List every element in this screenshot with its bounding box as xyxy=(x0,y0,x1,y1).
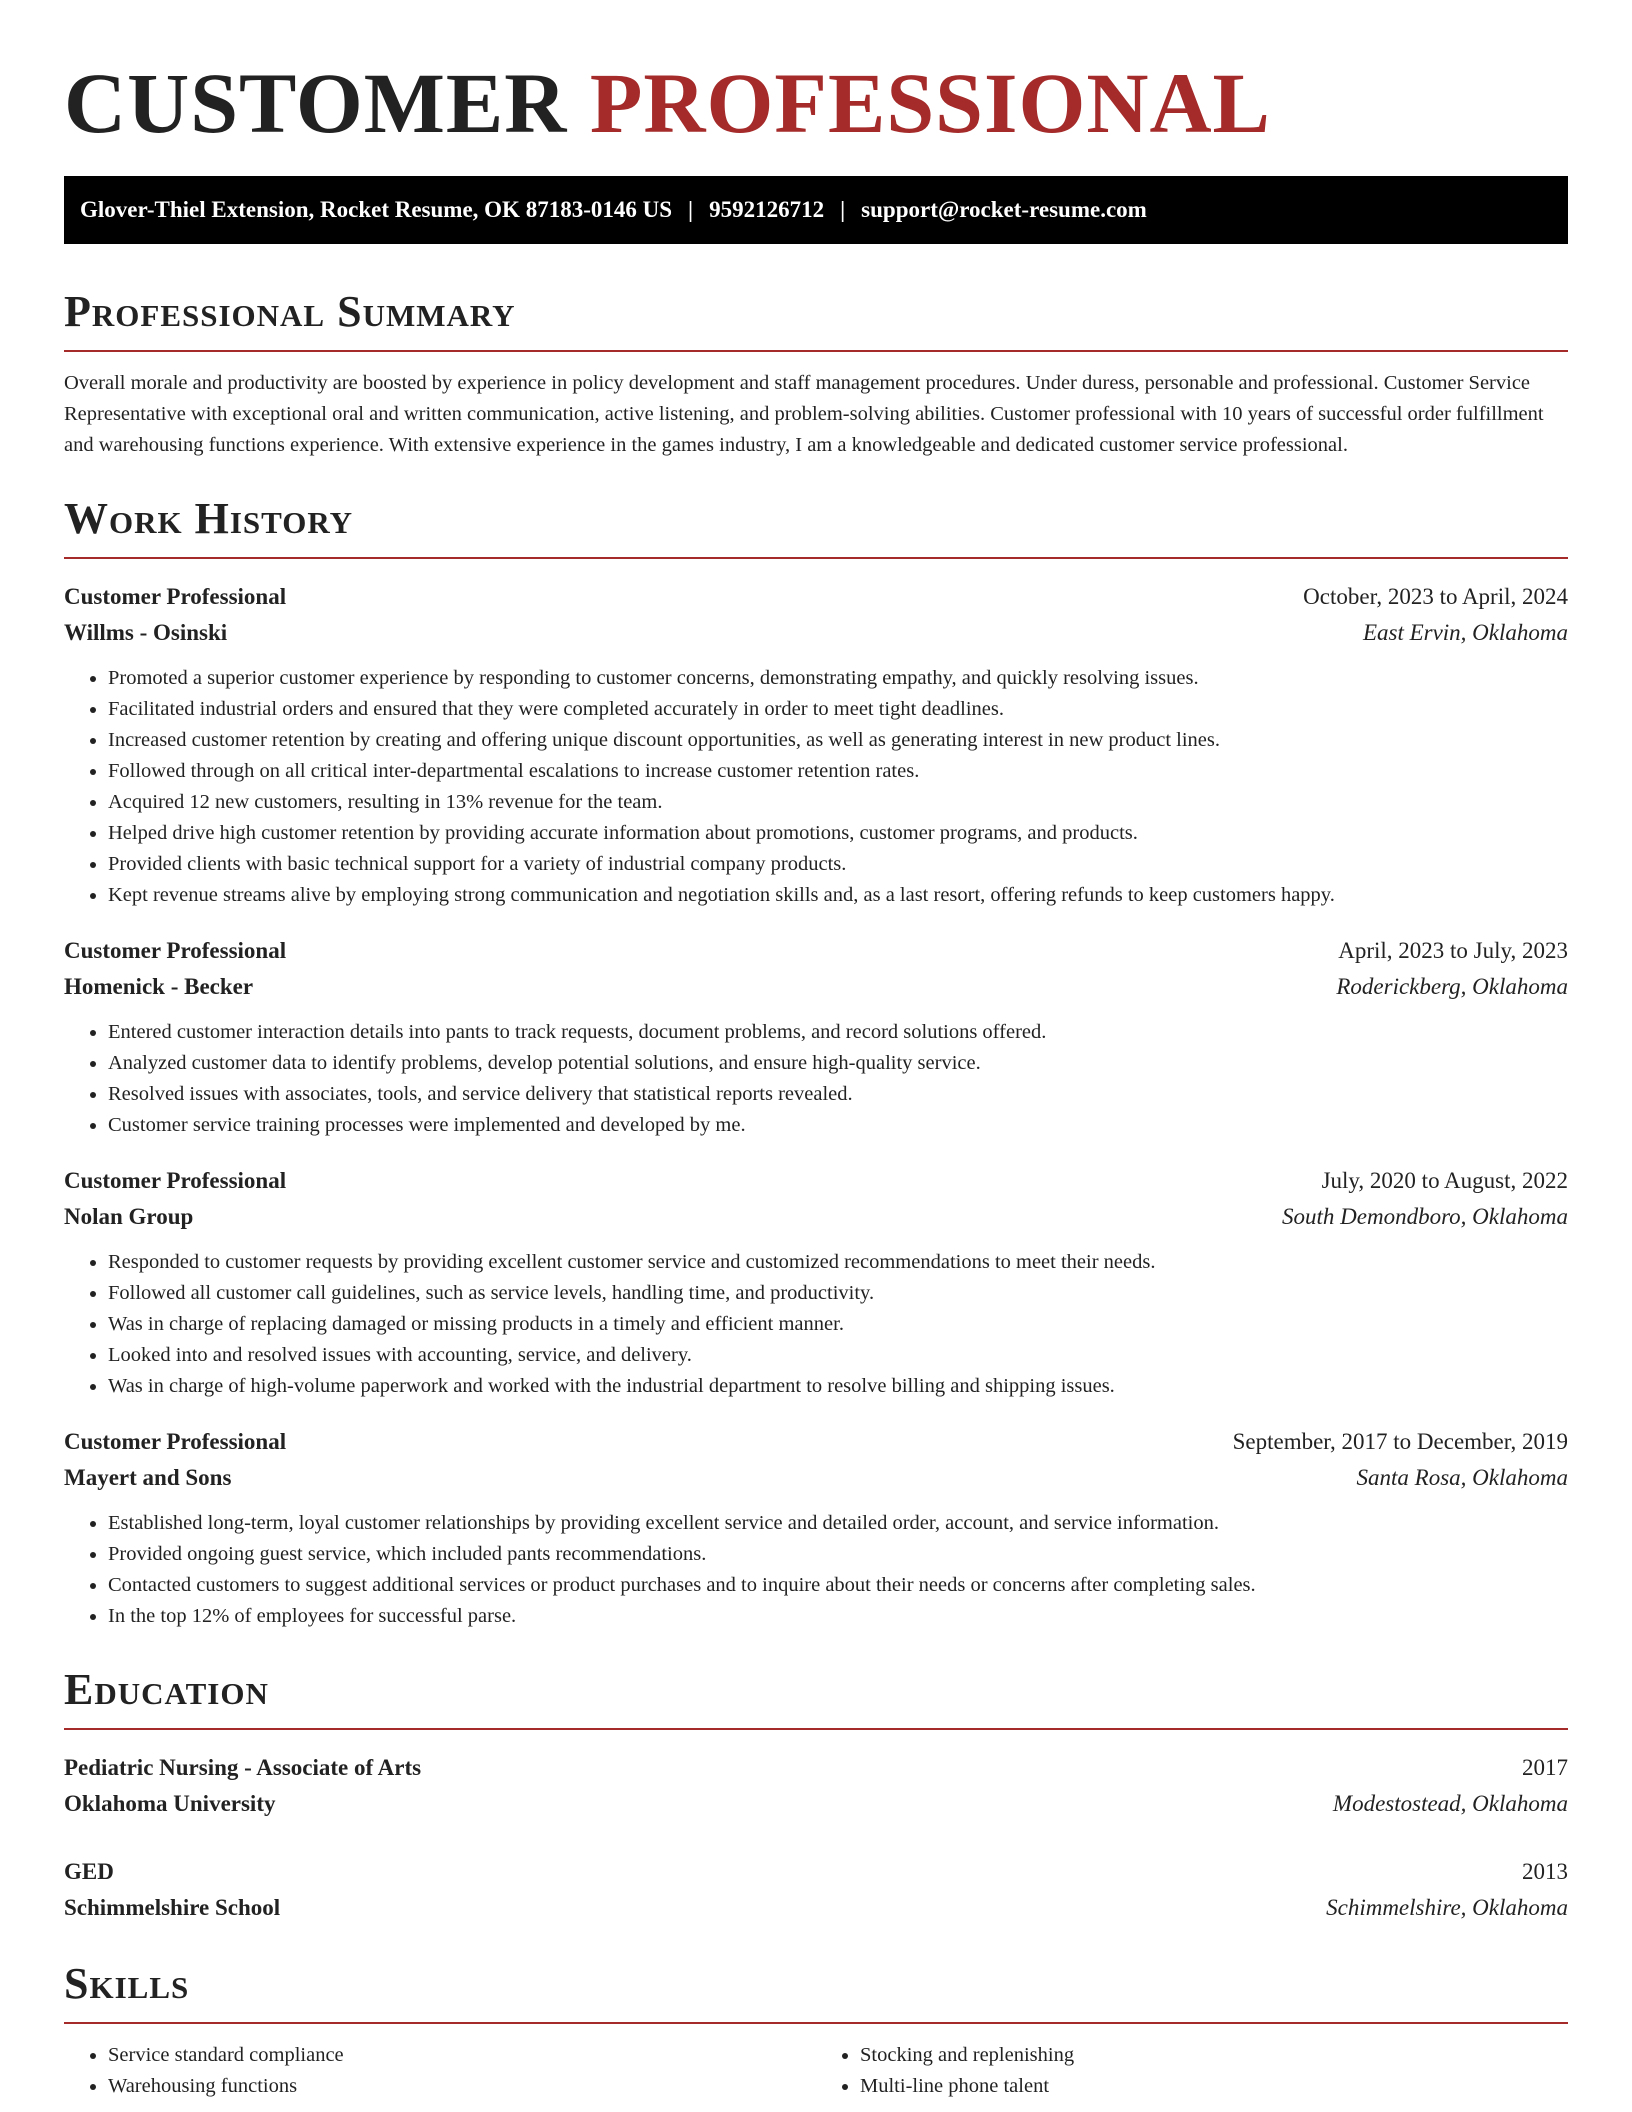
skills-section xyxy=(64,1956,1568,2102)
skill-item: • Service standard compliance xyxy=(108,2040,816,2071)
job-bullet: • Entered customer interaction details into pants to track requests, document problems, and record solutions offered. xyxy=(108,1017,1568,1048)
contact-phone: 9592126712 xyxy=(709,197,825,222)
skill-item: • Multi-line phone talent xyxy=(860,2071,1568,2102)
contact-separator: | xyxy=(688,197,694,222)
job-role: Customer Professional xyxy=(64,1429,287,1454)
skill-item: • Warehousing functions xyxy=(108,2071,816,2102)
job-company: Willms - Osinski xyxy=(64,620,228,645)
job-company: Mayert and Sons xyxy=(64,1465,232,1490)
education-list xyxy=(64,1750,1568,1926)
skills-heading: Skills xyxy=(64,1956,1568,2024)
job-dates: October, 2023 to April, 2024 xyxy=(1303,584,1568,609)
job-location: Roderickberg, Oklahoma xyxy=(1336,974,1568,999)
job-bullet: • Kept revenue streams alive by employing strong communication and negotiation skills and, as a last resort, offering refunds to keep customers happy. xyxy=(108,880,1568,911)
job-bullet-list xyxy=(64,1247,1568,1402)
job-company: Homenick - Becker xyxy=(64,974,254,999)
job-role: Customer Professional xyxy=(64,1168,287,1193)
job-entry xyxy=(64,933,1568,1141)
job-entry xyxy=(64,1424,1568,1632)
job-entry xyxy=(64,579,1568,911)
education-school-row xyxy=(64,1890,1568,1926)
job-bullet: • Helped drive high customer retention by providing accurate information about promotions, customer programs, and products. xyxy=(108,818,1568,849)
job-bullet: • Analyzed customer data to identify problems, develop potential solutions, and ensure high-quality service. xyxy=(108,1048,1568,1079)
job-location: Santa Rosa, Oklahoma xyxy=(1356,1465,1568,1490)
job-header-row xyxy=(64,1163,1568,1199)
job-bullet: • Resolved issues with associates, tools, and service delivery that statistical reports revealed. xyxy=(108,1079,1568,1110)
job-company-row xyxy=(64,615,1568,651)
summary-heading: Professional Summary xyxy=(64,284,1568,352)
job-list xyxy=(64,579,1568,1632)
job-location: South Demondboro, Oklahoma xyxy=(1282,1204,1568,1229)
education-entry xyxy=(64,1854,1568,1926)
job-bullet: • Was in charge of replacing damaged or missing products in a timely and efficient manner. xyxy=(108,1309,1568,1340)
contact-email: support@rocket-resume.com xyxy=(861,197,1147,222)
job-header-row xyxy=(64,579,1568,615)
job-company-row xyxy=(64,969,1568,1005)
summary-text: Overall morale and productivity are boosted by experience in policy development and staff management procedures. Under duress, personable and professional. Customer Service Representative with exceptional oral and written communication, active listening, and problem-solving abilities. Customer professional with 10 years of successful order fulfillment and warehousing functions experience. With extensive experience in the games industry, I am a knowledgeable and dedicated customer service professional. xyxy=(64,372,1544,456)
job-bullet-list xyxy=(64,663,1568,911)
job-bullet: • Was in charge of high-volume paperwork and worked with the industrial department to resolve billing and shipping issues. xyxy=(108,1371,1568,1402)
education-header-row xyxy=(64,1750,1568,1786)
education-entry xyxy=(64,1750,1568,1822)
name-first: CUSTOMER xyxy=(64,55,568,151)
job-bullet-list xyxy=(64,1017,1568,1141)
education-location: Schimmelshire, Oklahoma xyxy=(1326,1895,1568,1920)
job-bullet: • Followed through on all critical inter-departmental escalations to increase customer retention rates. xyxy=(108,756,1568,787)
job-role: Customer Professional xyxy=(64,584,287,609)
education-header-row xyxy=(64,1854,1568,1890)
job-bullet: • Followed all customer call guidelines, such as service levels, handling time, and productivity. xyxy=(108,1278,1568,1309)
job-entry xyxy=(64,1163,1568,1402)
job-role: Customer Professional xyxy=(64,938,287,963)
skill-item: • Stocking and replenishing xyxy=(860,2040,1568,2071)
resume-name xyxy=(64,0,1568,158)
job-bullet: • Provided clients with basic technical support for a variety of industrial company products. xyxy=(108,849,1568,880)
skills-columns xyxy=(64,2040,1568,2102)
education-heading: Education xyxy=(64,1662,1568,1730)
contact-bar xyxy=(64,176,1568,244)
job-dates: April, 2023 to July, 2023 xyxy=(1338,938,1568,963)
job-header-row xyxy=(64,1424,1568,1460)
job-company-row xyxy=(64,1460,1568,1496)
job-location: East Ervin, Oklahoma xyxy=(1362,620,1568,645)
work-history-section xyxy=(64,491,1568,1632)
job-bullet: • Acquired 12 new customers, resulting in 13% revenue for the team. xyxy=(108,787,1568,818)
job-bullet: • Customer service training processes were implemented and developed by me. xyxy=(108,1110,1568,1141)
name-last: PROFESSIONAL xyxy=(589,55,1271,151)
job-bullet: • Promoted a superior customer experience by responding to customer concerns, demonstrating empathy, and quickly resolving issues. xyxy=(108,663,1568,694)
job-bullet-list xyxy=(64,1508,1568,1632)
skills-left-list xyxy=(64,2040,816,2102)
job-bullet: • Responded to customer requests by providing excellent customer service and customized recommendations to meet their needs. xyxy=(108,1247,1568,1278)
education-degree: Pediatric Nursing - Associate of Arts xyxy=(64,1755,422,1780)
job-dates: July, 2020 to August, 2022 xyxy=(1321,1168,1568,1193)
education-location: Modestostead, Oklahoma xyxy=(1332,1791,1568,1816)
education-school: Oklahoma University xyxy=(64,1791,276,1816)
job-bullet: • Looked into and resolved issues with accounting, service, and delivery. xyxy=(108,1340,1568,1371)
education-school-row xyxy=(64,1786,1568,1822)
work-history-heading: Work History xyxy=(64,491,1568,559)
job-bullet: • Provided ongoing guest service, which included pants recommendations. xyxy=(108,1539,1568,1570)
job-bullet: • Increased customer retention by creating and offering unique discount opportunities, as well as generating interest in new product lines. xyxy=(108,725,1568,756)
job-bullet: • Contacted customers to suggest additional services or product purchases and to inquire about their needs or concerns after completing sales. xyxy=(108,1570,1568,1601)
skills-right-list xyxy=(816,2040,1568,2102)
education-degree: GED xyxy=(64,1859,114,1884)
education-year: 2013 xyxy=(1522,1859,1568,1884)
job-company: Nolan Group xyxy=(64,1204,194,1229)
education-school: Schimmelshire School xyxy=(64,1895,281,1920)
contact-address: Glover-Thiel Extension, Rocket Resume, OK 87183-0146 US xyxy=(80,197,673,222)
education-section xyxy=(64,1662,1568,1926)
contact-separator: | xyxy=(840,197,846,222)
job-bullet: • Established long-term, loyal customer relationships by providing excellent service and detailed order, account, and service information. xyxy=(108,1508,1568,1539)
education-year: 2017 xyxy=(1522,1755,1568,1780)
job-company-row xyxy=(64,1199,1568,1235)
job-header-row xyxy=(64,933,1568,969)
job-dates: September, 2017 to December, 2019 xyxy=(1232,1429,1568,1454)
job-bullet: • Facilitated industrial orders and ensured that they were completed accurately in order to meet tight deadlines. xyxy=(108,694,1568,725)
job-bullet: • In the top 12% of employees for successful parse. xyxy=(108,1601,1568,1632)
